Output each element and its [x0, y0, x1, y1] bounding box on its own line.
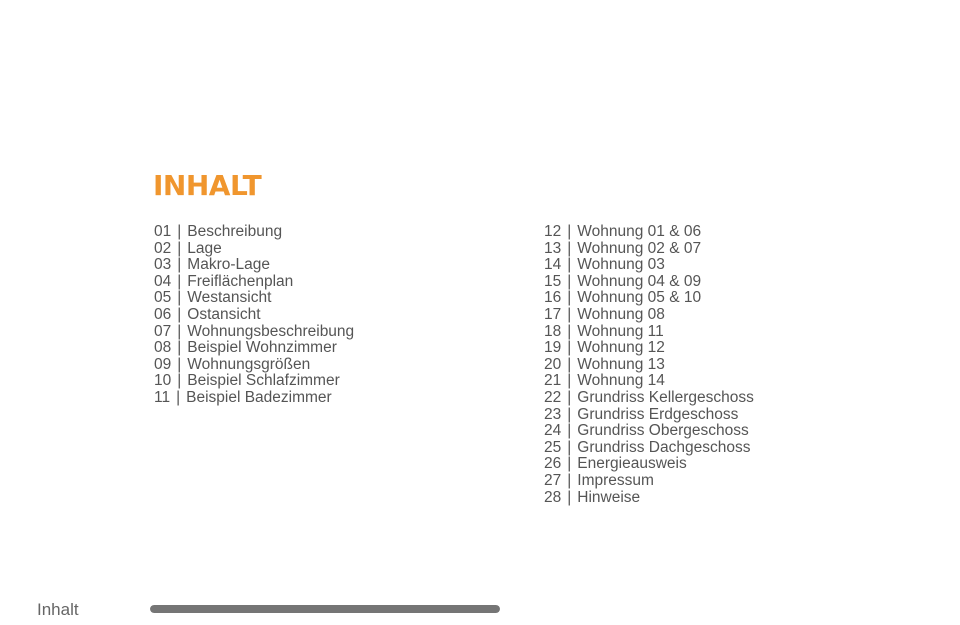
toc-item-separator: |: [567, 455, 572, 473]
toc-item[interactable]: [544, 224, 754, 241]
toc-item-separator: |: [567, 272, 572, 290]
toc-item-label: Energieausweis: [577, 455, 687, 473]
toc-item-label: Beispiel Schlafzimmer: [187, 372, 340, 390]
toc-item-label: Beschreibung: [187, 223, 283, 240]
toc-item[interactable]: [544, 490, 754, 507]
toc-item-separator: |: [567, 438, 572, 456]
toc-item-separator: |: [567, 422, 572, 440]
toc-item[interactable]: [154, 373, 354, 390]
toc-item[interactable]: [154, 340, 354, 357]
toc-item-number: 14: [544, 256, 562, 274]
toc-item-separator: |: [177, 289, 182, 307]
toc-item-separator: |: [567, 339, 572, 357]
toc-item-label: Hinweise: [577, 488, 641, 506]
toc-item-number: 21: [544, 372, 562, 390]
toc-item-number: 13: [544, 239, 562, 257]
toc-item-label: Beispiel Wohnzimmer: [187, 339, 337, 357]
toc-item-label: Grundriss Erdgeschoss: [577, 405, 739, 423]
toc-item-number: 19: [544, 339, 562, 357]
toc-item-separator: |: [567, 388, 572, 406]
toc-item-number: 09: [154, 355, 172, 373]
toc-item[interactable]: [544, 241, 754, 258]
toc-item-label: Wohnung 08: [577, 305, 665, 323]
toc-item-label: Impressum: [577, 471, 654, 489]
toc-item-separator: |: [567, 239, 572, 257]
toc-item-number: 24: [544, 422, 562, 440]
toc-item-label: Grundriss Obergeschoss: [577, 422, 749, 440]
toc-item[interactable]: [544, 390, 754, 407]
toc-item-number: 01: [154, 223, 172, 240]
toc-item-number: 06: [154, 305, 172, 323]
toc-item-number: 20: [544, 355, 562, 373]
toc-item-number: 17: [544, 305, 562, 323]
toc-item[interactable]: [544, 473, 754, 490]
toc-item-label: Wohnung 13: [577, 355, 665, 373]
toc-item-label: Westansicht: [187, 289, 272, 307]
toc-item-label: Wohnung 14: [577, 372, 665, 390]
toc-item-number: 03: [154, 256, 172, 274]
toc-item-separator: |: [177, 272, 182, 290]
toc-item-label: Lage: [187, 239, 222, 257]
toc-list-right: [544, 224, 754, 506]
toc-item-number: 25: [544, 438, 562, 456]
toc-item-label: Grundriss Kellergeschoss: [577, 388, 754, 406]
toc-item-number: 02: [154, 239, 172, 257]
toc-item-separator: |: [567, 471, 572, 489]
toc-item[interactable]: [154, 224, 354, 241]
toc-item-number: 15: [544, 272, 562, 290]
page-progress-fill: [150, 605, 500, 613]
toc-item[interactable]: [544, 407, 754, 424]
toc-item-separator: |: [177, 372, 182, 390]
toc-item[interactable]: [544, 324, 754, 341]
footer-section-label: Inhalt: [37, 600, 79, 619]
toc-item[interactable]: [544, 440, 754, 457]
toc-item-label: Grundriss Dachgeschoss: [577, 438, 751, 456]
toc-item-separator: |: [567, 256, 572, 274]
toc-item-label: Wohnung 01 & 06: [577, 223, 702, 240]
toc-item-separator: |: [567, 488, 572, 506]
toc-item-label: Wohnung 02 & 07: [577, 239, 702, 257]
toc-item[interactable]: [544, 257, 754, 274]
toc-item-separator: |: [567, 355, 572, 373]
toc-item[interactable]: [544, 456, 754, 473]
toc-item[interactable]: [154, 241, 354, 258]
toc-item-label: Ostansicht: [187, 305, 261, 323]
toc-item-number: 08: [154, 339, 172, 357]
toc-item-label: Wohnung 05 & 10: [577, 289, 702, 307]
toc-item-separator: |: [177, 339, 182, 357]
toc-item[interactable]: [154, 324, 354, 341]
toc-item-separator: |: [567, 305, 572, 323]
toc-item-label: Makro-Lage: [187, 256, 270, 274]
toc-item-number: 26: [544, 455, 562, 473]
toc-item[interactable]: [544, 423, 754, 440]
toc-item[interactable]: [544, 307, 754, 324]
toc-item-separator: |: [177, 322, 182, 340]
toc-item-separator: |: [567, 322, 572, 340]
toc-item-separator: |: [177, 355, 182, 373]
toc-item-label: Wohnung 03: [577, 256, 665, 274]
toc-item-label: Wohnung 04 & 09: [577, 272, 702, 290]
toc-item-number: 27: [544, 471, 562, 489]
toc-item-label: Wohnungsgrößen: [187, 355, 311, 373]
toc-item-label: Wohnung 12: [577, 339, 665, 357]
toc-item-label: Freiflächenplan: [187, 272, 294, 290]
toc-item-separator: |: [177, 256, 182, 274]
toc-item-separator: |: [177, 239, 182, 257]
toc-item-label: Wohnung 11: [577, 322, 664, 340]
toc-item-separator: |: [567, 405, 572, 423]
toc-item[interactable]: [154, 390, 354, 407]
toc-item-label: Wohnungsbeschreibung: [187, 322, 355, 340]
toc-item[interactable]: [154, 307, 354, 324]
toc-item-separator: |: [567, 223, 572, 240]
toc-item-number: 10: [154, 372, 172, 390]
toc-item-number: 11: [154, 388, 171, 406]
toc-item-number: 22: [544, 388, 562, 406]
toc-item-separator: |: [177, 223, 182, 240]
toc-item-number: 23: [544, 405, 562, 423]
toc-item[interactable]: [154, 290, 354, 307]
toc-item[interactable]: [544, 357, 754, 374]
toc-item-label: Beispiel Badezimmer: [186, 388, 332, 406]
toc-item-number: 07: [154, 322, 172, 340]
toc-item-number: 05: [154, 289, 172, 307]
page-title: INHALT: [153, 169, 262, 202]
toc-item-number: 04: [154, 272, 172, 290]
toc-item[interactable]: [544, 340, 754, 357]
toc-item-separator: |: [567, 289, 572, 307]
toc-item[interactable]: [544, 274, 754, 291]
toc-list-left: [154, 224, 354, 407]
page-progress-bar[interactable]: [150, 605, 500, 613]
toc-item-separator: |: [177, 305, 182, 323]
toc-item[interactable]: [544, 373, 754, 390]
toc-item-number: 16: [544, 289, 562, 307]
toc-item[interactable]: [544, 290, 754, 307]
toc-item-separator: |: [176, 388, 181, 406]
toc-item[interactable]: [154, 357, 354, 374]
toc-item[interactable]: [154, 257, 354, 274]
toc-item-number: 12: [544, 223, 562, 240]
toc-item-number: 28: [544, 488, 562, 506]
toc-item-separator: |: [567, 372, 572, 390]
toc-item[interactable]: [154, 274, 354, 291]
toc-item-number: 18: [544, 322, 562, 340]
